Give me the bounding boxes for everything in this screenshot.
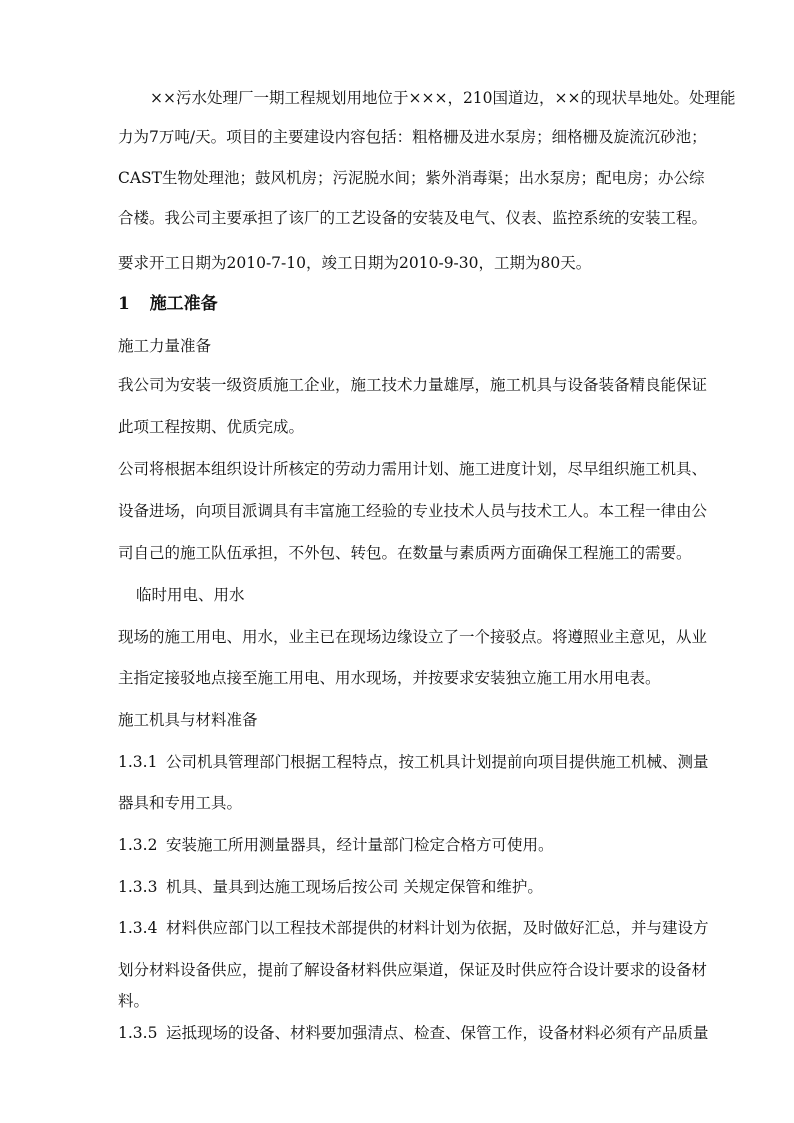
item-text: 材料供应部门以工程技术部提供的材料计划为依据，及时做好汇总，并与建设方 — [166, 919, 709, 937]
paragraph-line: 主指定接驳地点接至施工用电、用水现场，并按要求安装独立施工用水用电表。 — [118, 669, 661, 687]
paragraph-line: 划分材料设备供应，提前了解设备材料供应渠道，保证及时供应符合设计要求的设备材 — [118, 961, 708, 979]
paragraph-line: 公司将根据本组织设计所核定的劳动力需用计划、施工进度计划，尽早组织施工机具、 — [118, 460, 708, 478]
paragraph-line: 现场的施工用电、用水，业主已在现场边缘设立了一个接驳点。将遵照业主意见，从业 — [118, 628, 708, 646]
section-title: 施工准备 — [149, 294, 218, 314]
paragraph-line: 器具和专用工具。 — [118, 794, 243, 812]
paragraph-line: 设备进场，向项目派调具有丰富施工经验的专业技术人员与技术工人。本工程一律由公 — [118, 502, 708, 520]
numbered-item — [118, 834, 742, 856]
numbered-item — [118, 876, 742, 898]
item-text: 安装施工所用测量器具，经计量部门检定合格方可使用。 — [166, 836, 554, 854]
numbered-item — [118, 917, 742, 939]
paragraph-line: 我公司为安装一级资质施工企业，施工技术力量雄厚，施工机具与设备装备精良能保证 — [118, 376, 708, 394]
subsection-title: 施工力量准备 — [118, 337, 212, 355]
item-text: 公司机具管理部门根据工程特点，按工机具计划提前向项目提供施工机械、测量 — [166, 753, 709, 771]
item-number: 1.3.2 — [118, 836, 158, 854]
paragraph-line: 此项工程按期、优质完成。 — [118, 418, 305, 436]
subsection-title: 施工机具与材料准备 — [118, 711, 258, 729]
subsection-title: 临时用电、用水 — [136, 586, 245, 604]
section-heading — [118, 292, 218, 316]
intro-line: 要求开工日期为2010-7-10，竣工日期为2010-9-30，工期为80天。 — [118, 254, 592, 272]
item-number: 1.3.3 — [118, 878, 158, 896]
item-number: 1.3.1 — [118, 753, 158, 771]
item-text: 运抵现场的设备、材料要加强清点、检查、保管工作，设备材料必须有产品质量 — [166, 1024, 709, 1042]
intro-line: 力为7万吨/天。项目的主要建设内容包括：粗格栅及进水泵房；细格栅及旋流沉砂池； — [118, 128, 707, 146]
paragraph-line: 司自己的施工队伍承担，不外包、转包。在数量与素质两方面确保工程施工的需要。 — [118, 544, 692, 562]
item-number: 1.3.5 — [118, 1024, 158, 1042]
intro-line: ××污水处理厂一期工程规划用地位于×××，210国道边，××的现状旱地处。处理能 — [150, 89, 736, 107]
intro-line: CAST生物处理池；鼓风机房；污泥脱水间；紫外消毒渠；出水泵房；配电房；办公综 — [118, 169, 705, 187]
item-number: 1.3.4 — [118, 919, 158, 937]
item-text: 机具、量具到达施工现场后按公司 关规定保管和维护。 — [166, 878, 543, 896]
numbered-item — [118, 1022, 742, 1044]
numbered-item — [118, 751, 742, 773]
intro-line: 合楼。我公司主要承担了该厂的工艺设备的安装及电气、仪表、监控系统的安装工程。 — [118, 209, 708, 227]
paragraph-line: 料。 — [118, 992, 150, 1010]
section-number: 1 — [118, 294, 130, 314]
